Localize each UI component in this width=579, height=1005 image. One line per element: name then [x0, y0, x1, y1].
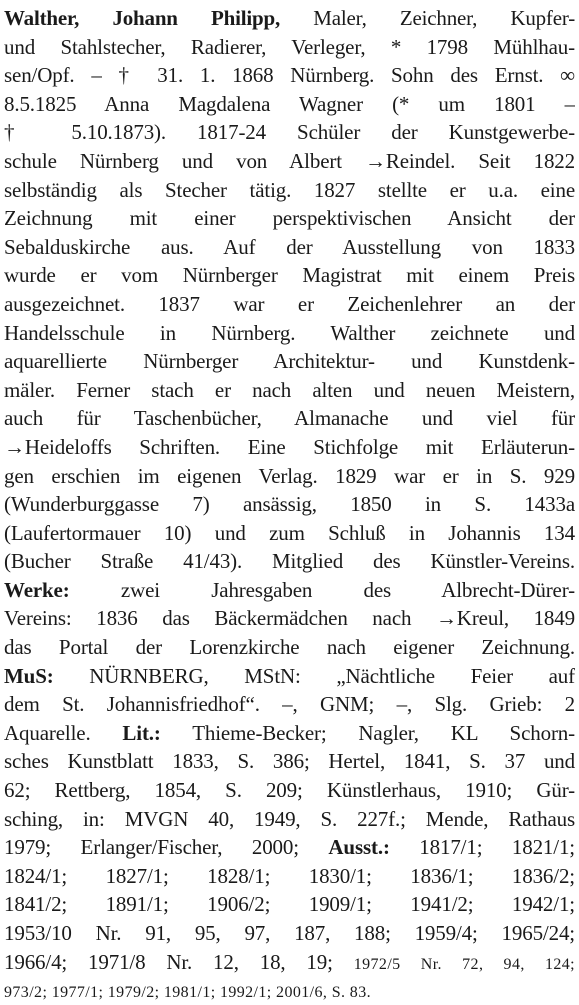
- dictionary-entry: [4, 4, 575, 1005]
- entry-text: 1953/10 Nr. 91, 95, 97, 187, 188; 1959/4; 1965/24;: [4, 921, 575, 945]
- entry-text: und Stahlstecher, Radierer, Verleger, * 1798 Mühlhau-: [4, 34, 575, 59]
- entry-text: dem St. Johannisfriedhof“. –, GNM; –, Slg. Grieb: 2: [4, 692, 575, 717]
- entry-line: [4, 433, 575, 462]
- entry-line: [4, 347, 575, 376]
- entry-line: [4, 662, 575, 691]
- entry-heading-text: Lit.:: [122, 720, 161, 745]
- entry-line: [4, 290, 575, 319]
- entry-line: [4, 862, 575, 891]
- entry-heading-text: Ausst.:: [328, 835, 390, 860]
- entry-text: 62; Rettberg, 1854, S. 209; Künstlerhaus, 1910; Gür-: [4, 778, 575, 803]
- entry-text: das Portal der Lorenzkirche nach eigener Zeichnung.: [4, 635, 575, 660]
- entry-text: Vereins: 1836 das Bäckermädchen nach →Kreul, 1849: [4, 606, 575, 631]
- entry-heading-text: MuS:: [4, 663, 54, 688]
- entry-line: [4, 776, 575, 805]
- entry-line: [4, 90, 575, 119]
- entry-line: [4, 805, 575, 834]
- entry-line: [4, 633, 575, 662]
- entry-text: (Laufertormauer 10) und zum Schluß in Johannis 134: [4, 520, 575, 545]
- entry-line: [4, 719, 575, 748]
- entry-line: [4, 576, 575, 605]
- entry-text: Maler, Zeichner, Kupfer-: [280, 6, 575, 30]
- entry-text: mäler. Ferner stach er nach alten und neuen Meistern,: [4, 377, 575, 402]
- entry-text: Aquarelle.: [4, 720, 123, 745]
- entry-line: [4, 490, 575, 519]
- entry-line: [4, 118, 575, 147]
- entry-line: [4, 404, 575, 433]
- entry-text: schule Nürnberg und von Albert →Reindel. Seit 1822: [4, 148, 575, 173]
- entry-text: 1966/4; 1971/8 Nr. 12, 18, 19;: [4, 949, 354, 974]
- entry-text: →Heideloffs Schriften. Eine Stichfolge mit Erläuterun-: [4, 434, 575, 459]
- entry-line: [4, 519, 575, 548]
- entry-line: [4, 948, 575, 977]
- entry-text: ausgezeichnet. 1837 war er Zeichenlehrer an der: [4, 291, 575, 316]
- entry-line: [4, 176, 575, 205]
- entry-line: [4, 547, 575, 576]
- entry-text: 1824/1; 1827/1; 1828/1; 1830/1; 1836/1; 1836/2;: [4, 863, 575, 888]
- entry-heading-text: Werke:: [4, 577, 70, 602]
- entry-text: selbständig als Stecher tätig. 1827 stellte er u.a. eine: [4, 177, 575, 202]
- entry-text: Zeichnung mit einer perspektivischen Ansicht der: [4, 206, 575, 231]
- entry-text: 1979; Erlanger/Fischer, 2000;: [4, 835, 329, 860]
- entry-text: auch für Taschenbücher, Almanache und viel für: [4, 406, 575, 431]
- entry-text: † 5.10.1873). 1817-24 Schüler der Kunstgewerbe-: [4, 120, 575, 145]
- entry-line: [4, 261, 575, 290]
- entry-text: zwei Jahresgaben des Albrecht-Dürer-: [69, 577, 575, 602]
- entry-text: sching, in: MVGN 40, 1949, S. 227f.; Mende, Rathaus: [4, 806, 575, 831]
- entry-line: [4, 376, 575, 405]
- entry-text: (Wunderburggasse 7) ansässig, 1850 in S. 1433a: [4, 492, 575, 517]
- entry-text: aquarellierte Nürnberger Architektur- und Kunstdenk-: [4, 349, 575, 374]
- entry-line: [4, 976, 575, 1005]
- entry-text: Thieme-Becker; Nagler, KL Schorn-: [160, 720, 575, 745]
- entry-text: Handelsschule in Nürnberg. Walther zeichnete und: [4, 320, 575, 345]
- entry-text: 973/2; 1977/1; 1979/2; 1981/1; 1992/1; 2001/6, S. 83.: [4, 984, 371, 1002]
- entry-text: gen erschien im eigenen Verlag. 1829 war er in S. 929: [4, 463, 575, 488]
- entry-text: 1972/5 Nr. 72, 94, 124;: [353, 955, 575, 973]
- entry-line: [4, 147, 575, 176]
- entry-text: 1841/2; 1891/1; 1906/2; 1909/1; 1941/2; 1942/1;: [4, 892, 575, 917]
- entry-text: sches Kunstblatt 1833, S. 386; Hertel, 1841, S. 37 und: [4, 749, 575, 774]
- entry-text: NÜRNBERG, MStN: „Nächtliche Feier auf: [53, 663, 575, 688]
- entry-line: [4, 604, 575, 633]
- entry-text: sen/Opf. – † 31. 1. 1868 Nürnberg. Sohn des Ernst. ∞: [4, 63, 575, 88]
- entry-line: [4, 204, 575, 233]
- entry-text: Sebalduskirche aus. Auf der Ausstellung von 1833: [4, 234, 575, 259]
- entry-text: 8.5.1825 Anna Magdalena Wagner (* um 1801 –: [4, 91, 575, 116]
- entry-line: [4, 33, 575, 62]
- entry-text: wurde er vom Nürnberger Magistrat mit einem Preis: [4, 263, 575, 288]
- entry-heading-text: Walther, Johann Philipp,: [4, 6, 281, 30]
- entry-line: [4, 233, 575, 262]
- entry-text: (Bucher Straße 41/43). Mitglied des Künstler-Vereins.: [4, 549, 575, 574]
- entry-line: [4, 61, 575, 90]
- entry-line: [4, 319, 575, 348]
- entry-line: [4, 747, 575, 776]
- entry-text: 1817/1; 1821/1;: [389, 835, 575, 860]
- entry-line: [4, 919, 575, 948]
- entry-line: [4, 4, 575, 33]
- entry-line: [4, 890, 575, 919]
- entry-line: [4, 833, 575, 862]
- entry-line: [4, 690, 575, 719]
- entry-line: [4, 462, 575, 491]
